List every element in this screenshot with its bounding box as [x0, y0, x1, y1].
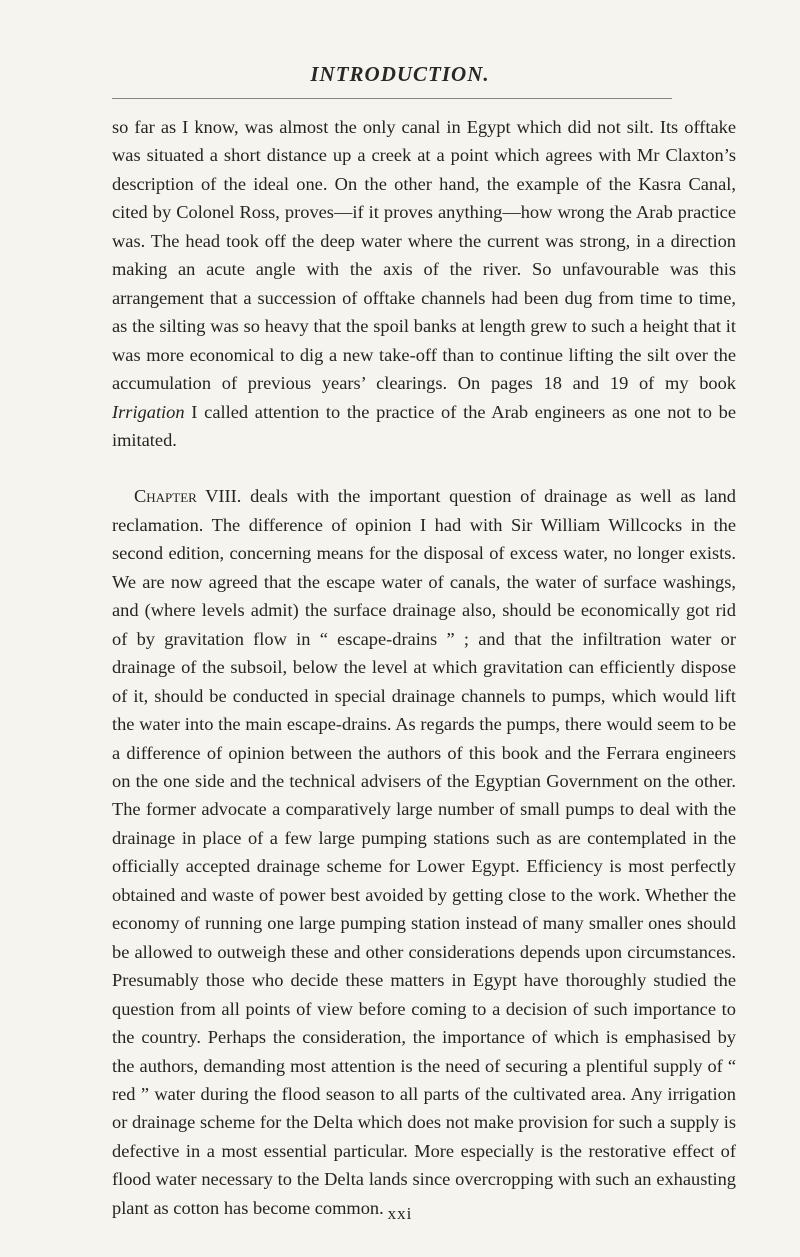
- text-segment: deals with the important question of drainage as well as land reclamation. The difference of opinion I had with Sir William Willcocks in the second edition, concerning means for the disposal of excess water, no longer exists. We are now agreed that the escape water of canals, the water of surface washings, and (where levels admit) the surface drainage also, should be economically got rid of by gravitation flow in “ escape-drains ” ; and that the infiltration water or drainage of the subsoil, below the level at which gravitation can efficiently dispose of it, should be conducted in special drainage channels to pumps, which would lift the water into the main escape-drains. As regards the pumps, there would seem to be a difference of opinion between the authors of this book and the Ferrara engineers on the one side and the technical advisers of the Egyptian Government on the other. The former advocate a comparatively large number of small pumps to deal with the drainage in place of a few large pumping stations such as are contemplated in the officially accepted drainage scheme for Lower Egypt. Efficiency is most perfectly obtained and waste of power best avoided by getting close to the work. Whether the economy of running one large pumping station instead of many smaller ones should be allowed to outweigh these and other considerations depends upon circumstances. Presumably those who decide these matters in Egypt have thoroughly studied the question from all points of view before coming to a decision of such importance to the country. Perhaps the consideration, the importance of which is emphasised by the authors, demanding most attention is the need of securing a plentiful supply of “ red ” water during the flood season to all parts of the cultivated area. Any irrigation or drainage scheme for the Delta which does not make provision for such a supply is defective in a most essential particular. More especially is the restorative effect of flood water necessary to the Delta lands since overcropping with such an exhausting plant as cotton has become common.: [112, 486, 736, 1218]
- body-text: [112, 113, 736, 1222]
- running-title: INTRODUCTION.: [310, 62, 490, 86]
- page-number: xxi: [387, 1204, 413, 1223]
- text-segment: I called attention to the practice of the Arab engineers as one not to be imitated.: [112, 401, 736, 450]
- chapter-reference: Chapter VIII.: [134, 486, 242, 507]
- header-rule: [112, 98, 672, 99]
- paragraph-1: [112, 113, 736, 454]
- book-title: Irrigation: [112, 401, 185, 422]
- paragraph-2: [112, 482, 736, 1222]
- text-segment: so far as I know, was almost the only canal in Egypt which did not silt. Its offtake was situated a short distance up a creek at a point which agrees with Mr Claxton’s description of the ideal one. On the other hand, the example of the Kasra Canal, cited by Colonel Ross, proves—if it proves anything—how wrong the Arab practice was. The head took off the deep water where the current was strong, in a direction making an acute angle with the axis of the river. So unfavourable was this arrangement that a succession of offtake channels had been dug from time to time, as the silting was so heavy that the spoil banks at length grew to such a height that it was more economical to dig a new take-off than to continue lifting the silt over the accumulation of previous years’ clearings. On pages 18 and 19 of my book: [112, 117, 736, 394]
